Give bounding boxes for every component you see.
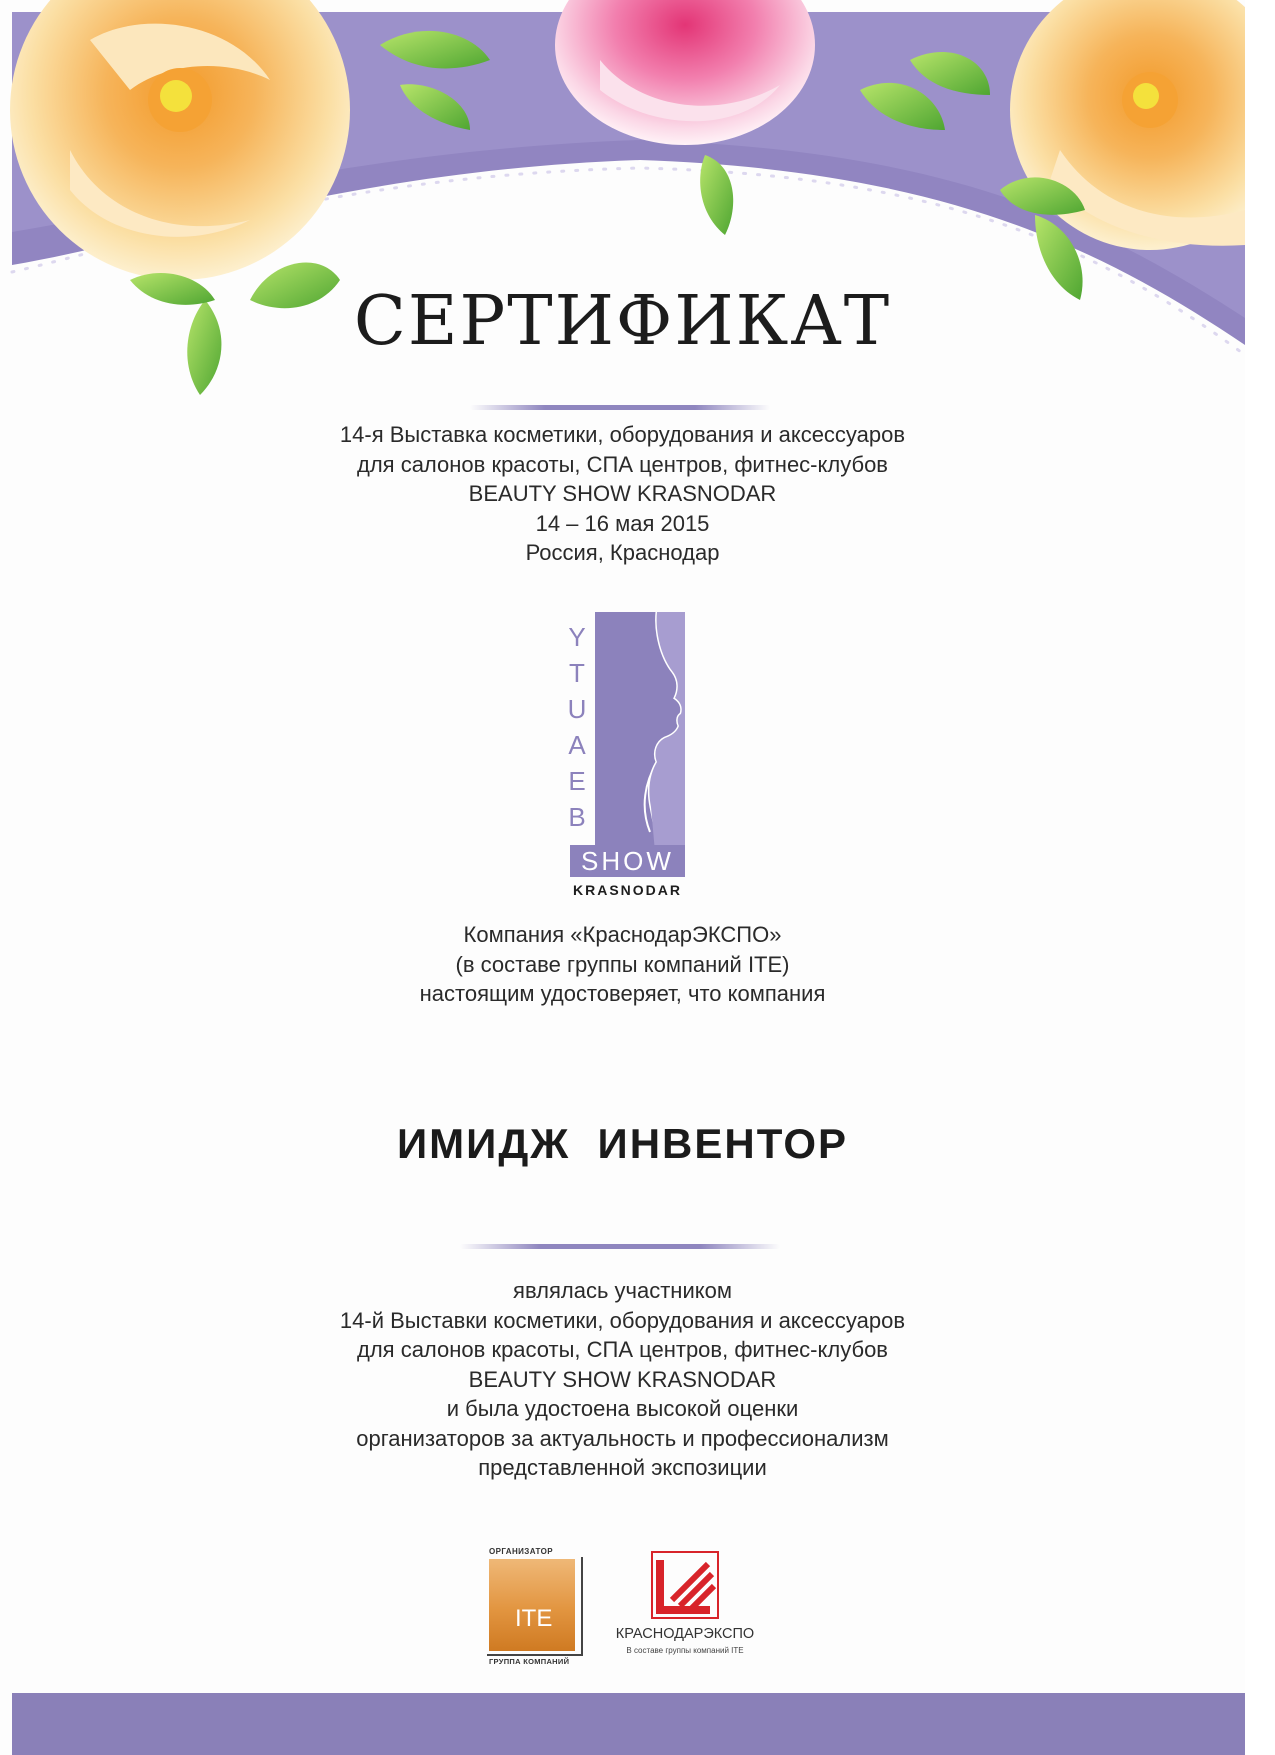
logo-show-word: SHOW — [570, 845, 685, 877]
intro-line: для салонов красоты, СПА центров, фитнес-клубов — [357, 451, 888, 477]
krasnodarexpo-emblem-icon — [650, 1550, 720, 1620]
certificate-title: СЕРТИФИКАТ — [353, 282, 892, 361]
participation-text — [0, 1276, 1245, 1483]
participation-line: организаторов за актуальность и профессионализм — [356, 1425, 889, 1451]
participation-line: представленной экспозиции — [478, 1455, 767, 1480]
statement-line: (в составе группы компаний ITE) — [455, 951, 790, 977]
krasnodarexpo-name: КРАСНОДАРЭКСПО — [615, 1626, 755, 1642]
issuer-statement — [0, 920, 1245, 1009]
intro-line: 14 – 16 мая 2015 — [535, 510, 710, 536]
participation-line: для салонов красоты, СПА центров, фитнес-клубов — [357, 1337, 888, 1362]
ite-word: ITE — [515, 1605, 553, 1632]
participation-line: являлась участником — [513, 1278, 732, 1303]
middle-divider — [460, 1244, 780, 1249]
ite-organizer-label: ОРГАНИЗАТОР — [489, 1547, 553, 1556]
statement-line: настоящим удостоверяет, что компания — [419, 981, 826, 1006]
face-profile-icon — [595, 612, 685, 852]
event-intro — [0, 420, 1245, 568]
krasnodarexpo-subtitle: В составе группы компаний ITE — [626, 1646, 744, 1655]
participation-line: и была удостоена высокой оценки — [446, 1396, 799, 1421]
beauty-show-logo — [560, 612, 685, 914]
ite-group-label: ГРУППА КОМПАНИЙ — [489, 1657, 570, 1666]
participation-line: BEAUTY SHOW KRASNODAR — [468, 1366, 777, 1392]
top-divider — [470, 405, 770, 410]
intro-line: 14-я Выставка косметики, оборудования и аксессуаров — [339, 422, 906, 447]
logo-beauty-word: Y T U A E B — [567, 622, 587, 832]
intro-line: Россия, Краснодар — [525, 540, 720, 565]
participation-line: 14-й Выставки косметики, оборудования и аксессуаров — [339, 1307, 906, 1333]
floral-header — [0, 0, 1245, 430]
company-name: ИМИДЖ ИНВЕНТОР — [396, 1120, 849, 1167]
intro-line: BEAUTY SHOW KRASNODAR — [468, 481, 777, 506]
bottom-purple-band — [12, 1693, 1245, 1755]
ite-organizer-logo — [487, 1547, 587, 1669]
statement-line: Компания «КраснодарЭКСПО» — [463, 922, 782, 947]
logo-city-word: KRASNODAR — [573, 882, 682, 898]
krasnodarexpo-logo — [600, 1550, 770, 1660]
